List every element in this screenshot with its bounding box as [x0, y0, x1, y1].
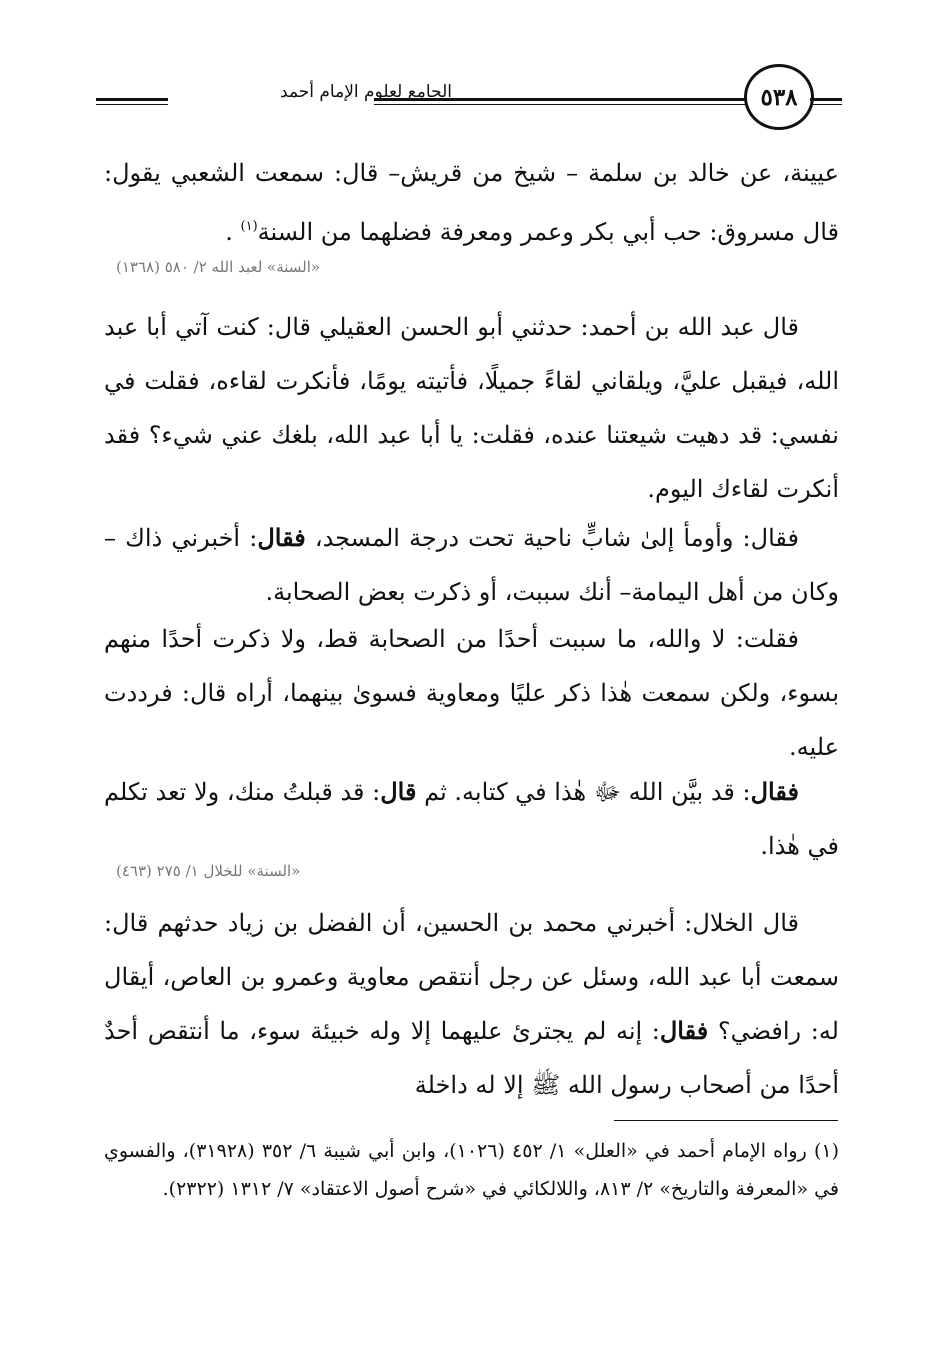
footnote-ref[interactable]: (١)	[240, 219, 258, 234]
footnote-text: رواه الإمام أحمد في «العلل» ١/ ٤٥٢ (١٠٢٦)، وابن أبي شيبة ٦/ ٣٥٢ (٣١٩٢٨)، والفسوي في «المعرفة والتاريخ» ٢/ ٨١٣، واللالكائي في «شرح أصول الاعتقاد» ٧/ ١٣١٢ (٢٣٢٢).	[104, 1140, 839, 1200]
header-rule-middle	[374, 98, 746, 101]
footnote-number: (١)	[813, 1140, 839, 1162]
paragraph-5: فقال: قد بيَّن الله ﷻ هٰذا في كتابه. ثم قال: قد قبلتُ منك، ولا تعد تكلم في هٰذا.	[104, 777, 839, 860]
paragraph-3: فقال: وأومأ إلىٰ شابٍّ ناحية تحت درجة المسجد، فقال: أخبرني ذاك – وكان من أهل اليمامة– أنك سببت، أو ذكرت بعض الصحابة.	[104, 523, 839, 606]
footnote-separator	[614, 1120, 838, 1121]
paragraph-4: فقلت: لا والله، ما سببت أحدًا من الصحابة قط، ولا ذكرت أحدًا منهم بسوء، ولكن سمعت هٰذا ذكر عليًا ومعاوية فسوىٰ بينهما، أراه قال: فرددت عليه.	[104, 625, 839, 761]
footnote-1	[104, 1132, 839, 1208]
page-number: ٥٣٨	[744, 64, 814, 130]
header-rule-left	[96, 98, 168, 101]
paragraph-1: عيينة، عن خالد بن سلمة – شيخ من قريش– قال: سمعت الشعبي يقول: قال مسروق: حب أبي بكر وعمر ومعرفة فضلهما من السنة$^{(١)}$ .	[104, 159, 839, 246]
page-header	[96, 64, 842, 134]
header-rule-right-thin	[810, 104, 842, 105]
header-rule-right	[810, 98, 842, 101]
source-citation-1: «السنة» لعبد الله ٢/ ٥٨٠ (١٣٦٨)	[116, 258, 321, 276]
paragraph-2: قال عبد الله بن أحمد: حدثني أبو الحسن العقيلي قال: كنت آتي أبا عبد الله، فيقبل عليَّ، ويلقاني لقاءً جميلًا، فأتيته يومًا، فأنكرت لقاءه، فقلت في نفسي: قد دهيت شيعتنا عنده، فقلت: يا أبا عبد الله، بلغك عني شيء؟ فقد أنكرت لقاءك اليوم.	[104, 313, 839, 503]
header-rule-middle-thin	[374, 104, 746, 105]
paragraph-6: قال الخلال: أخبرني محمد بن الحسين، أن الفضل بن زياد حدثهم قال: سمعت أبا عبد الله، وسئل عن رجل أنتقص معاوية وعمرو بن العاص، أيقال له: رافضي؟ فقال: إنه لم يجترئ عليهما إلا وله خبيئة سوء، ما أنتقص أحدٌ أحدًا من أصحاب رسول الله ﷺ إلا له داخلة	[104, 909, 839, 1099]
book-title: الجامع لعلوم الإمام أحمد	[280, 82, 452, 102]
source-citation-2: «السنة» للخلال ١/ ٢٧٥ (٤٦٣)	[116, 862, 301, 880]
header-rule-left-thin	[96, 104, 168, 105]
